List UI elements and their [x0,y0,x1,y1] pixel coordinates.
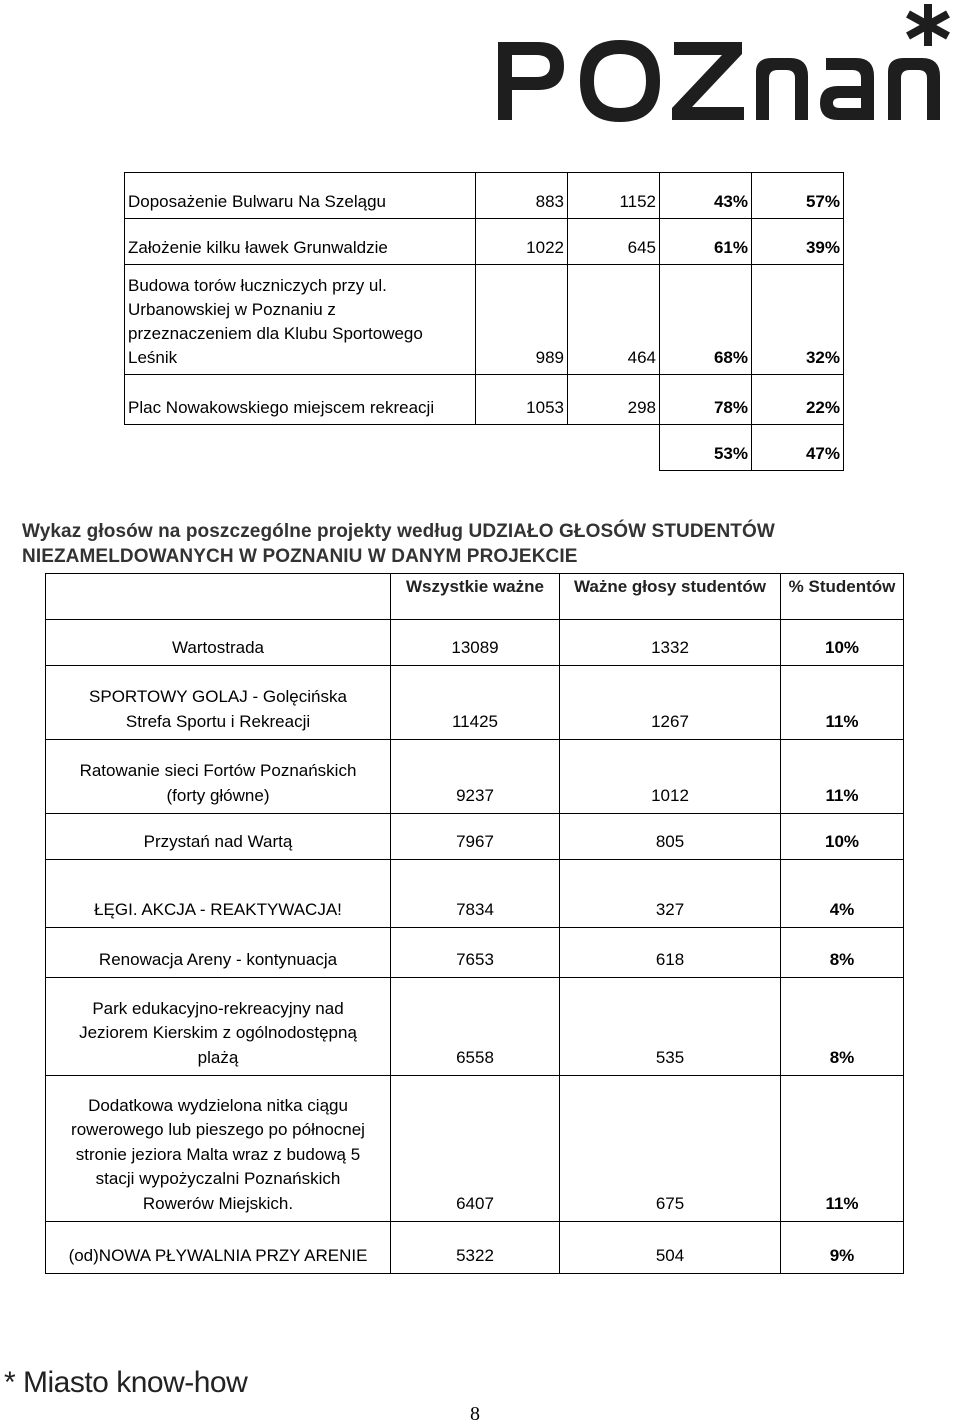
student-votes: 1332 [560,620,781,666]
header-all-valid: Wszystkie ważne [391,574,560,620]
student-percent: 9% [781,1222,904,1274]
header-empty [46,574,391,620]
summary-row [125,425,844,471]
summary-percent-b: 47% [752,425,844,471]
name-line: Rowerów Miejskich. [142,1193,294,1213]
table-header-row [46,574,904,620]
votes-a: 1022 [476,219,568,265]
percent-b: 57% [752,173,844,219]
all-valid-votes: 6407 [391,1076,560,1222]
name-line: stronie jeziora Malta wraz z budową 5 [75,1144,361,1164]
name-line: Park edukacyjno-rekreacyjny nad [92,998,344,1018]
votes-b: 464 [568,265,660,375]
project-name [46,666,391,740]
name-line: SPORTOWY GOLAJ - Golęcińska [89,687,347,706]
table-row [46,860,904,928]
student-percent: 11% [781,666,904,740]
project-name: (od)NOWA PŁYWALNIA PRZY ARENIE [46,1222,391,1274]
votes-b: 645 [568,219,660,265]
project-name: Przystań nad Wartą [46,814,391,860]
empty-cell [125,425,476,471]
table-row [46,978,904,1076]
poznan-logo [490,2,960,132]
percent-a: 78% [660,375,752,425]
miasto-know-how-mark: * Miasto know-how [4,1366,248,1399]
student-votes: 618 [560,928,781,978]
student-votes: 1012 [560,740,781,814]
name-line: Jeziorem Kierskim z ogólnodostępną [79,1023,357,1042]
table-row [125,265,844,375]
table-row [46,620,904,666]
all-valid-votes: 11425 [391,666,560,740]
student-votes: 1267 [560,666,781,740]
all-valid-votes: 7967 [391,814,560,860]
percent-a: 43% [660,173,752,219]
project-name [46,1076,391,1222]
empty-cell [476,425,568,471]
header-student-percent: % Studentów [781,574,904,620]
project-name [46,978,391,1076]
student-votes-table [45,573,904,1274]
table-row [46,740,904,814]
all-valid-votes: 7653 [391,928,560,978]
student-percent: 8% [781,978,904,1076]
header-student-votes: Ważne głosy studentów [560,574,781,620]
student-percent: 10% [781,620,904,666]
table-row [46,1222,904,1274]
project-name [46,740,391,814]
student-percent: 11% [781,740,904,814]
name-line: Urbanowskiej w Poznaniu z [128,300,336,319]
student-percent: 8% [781,928,904,978]
votes-a: 989 [476,265,568,375]
table-row [125,173,844,219]
table-row [125,219,844,265]
table-row [46,928,904,978]
student-votes: 327 [560,860,781,928]
name-line: Budowa torów łuczniczych przy ul. [128,276,387,295]
votes-table-1 [124,172,844,471]
name-line: Strefa Sportu i Rekreacji [125,711,311,731]
name-line: plażą [197,1047,239,1067]
votes-b: 1152 [568,173,660,219]
project-name: Renowacja Areny - kontynuacja [46,928,391,978]
all-valid-votes: 5322 [391,1222,560,1274]
project-name: ŁĘGI. AKCJA - REAKTYWACJA! [46,860,391,928]
votes-a: 883 [476,173,568,219]
percent-b: 32% [752,265,844,375]
project-name: Założenie kilku ławek Grunwaldzie [125,219,476,265]
project-name: Plac Nowakowskiego miejscem rekreacji [125,375,476,425]
table-row [125,375,844,425]
student-votes: 805 [560,814,781,860]
all-valid-votes: 13089 [391,620,560,666]
table-row [46,1076,904,1222]
project-name: Wartostrada [46,620,391,666]
summary-percent-a: 53% [660,425,752,471]
name-line: Dodatkowa wydzielona nitka ciągu [88,1095,348,1115]
percent-b: 22% [752,375,844,425]
poznan-logo-graphic [490,2,960,132]
project-name: Doposażenie Bulwaru Na Szelągu [125,173,476,219]
student-percent: 10% [781,814,904,860]
name-line: Leśnik [128,348,178,367]
percent-b: 39% [752,219,844,265]
name-line: Ratowanie sieci Fortów Poznańskich [79,761,357,780]
all-valid-votes: 9237 [391,740,560,814]
student-percent: 11% [781,1076,904,1222]
percent-a: 68% [660,265,752,375]
section-heading: Wykaz głosów na poszczególne projekty według UDZIAŁO GŁOSÓW STUDENTÓW NIEZAMELDOWANYCH W POZNANIU W DANYM PROJEKCIE [22,521,775,567]
name-line: (forty główne) [166,785,270,805]
student-percent: 4% [781,860,904,928]
page-number: 8 [470,1403,480,1425]
votes-a: 1053 [476,375,568,425]
votes-b: 298 [568,375,660,425]
student-votes: 504 [560,1222,781,1274]
student-votes: 535 [560,978,781,1076]
empty-cell [568,425,660,471]
table-row [46,666,904,740]
name-line: stacji wypożyczalni Poznańskich [95,1169,341,1188]
all-valid-votes: 7834 [391,860,560,928]
name-line: rowerowego lub pieszego po północnej [71,1120,365,1139]
name-line: przeznaczeniem dla Klubu Sportowego [128,324,423,343]
project-name [125,265,476,375]
percent-a: 61% [660,219,752,265]
table-row [46,814,904,860]
student-votes: 675 [560,1076,781,1222]
all-valid-votes: 6558 [391,978,560,1076]
